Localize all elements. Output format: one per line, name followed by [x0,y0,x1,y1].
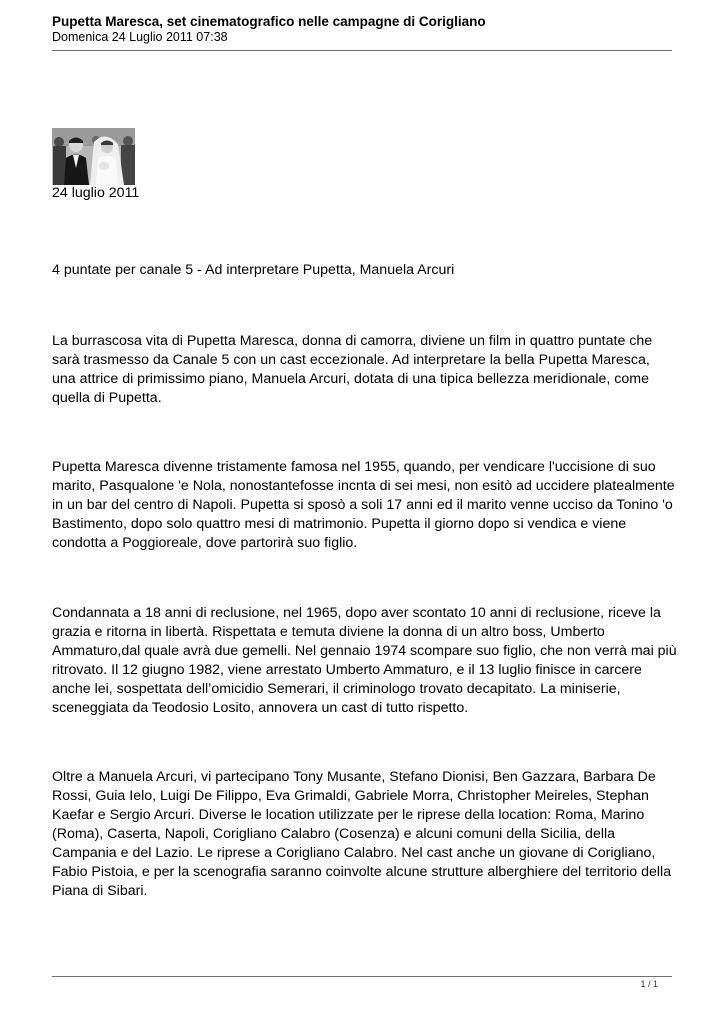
article-paragraph: Oltre a Manuela Arcuri, vi partecipano Tony Musante, Stefano Dionisi, Ben Gazzara, Barbara De Rossi, Guia Ielo, Luigi De Filippo, Eva Grimaldi, Gabriele Morra, Christopher Meireles, Stephan Kaefar e Sergio Arcuri. Diverse le location utilizzate per le riprese della location: Roma, Marino (Roma), Caserta, Napoli, Corigliano Calabro (Cosenza) e alcuni comuni della Sicilia, della Campania e del Lazio. Le riprese a Corigliano Calabro. Nel cast anche un giovane di Corigliano, Fabio Pistoia, e per la scenografia saranno coinvolte alcune strutture alberghiere del territorio della Piana di Sibari. [52,769,672,899]
article-date: 24 luglio 2011 [52,185,140,201]
article-paragraph: Pupetta Maresca divenne tristamente famosa nel 1955, quando, per vendicare l'uccisione di suo marito, Pasqualone 'e Nola, nonostantefosse incnta di sei mesi, non esitò ad uccidere platealmente in un bar del centro di Napoli. Pupetta si sposò a soli 17 anni ed il marito venne ucciso da Tonino 'o Bastimento, dopo solo quattro mesi di matrimonio. Pupetta il giorno dopo si vendica e viene condotta a Poggioreale, dove partorirà suo figlio. [52,459,675,551]
header-divider [52,50,672,51]
document-title: Pupetta Maresca, set cinematografico nelle campagne di Corigliano [52,14,486,29]
article-paragraph: La burrascosa vita di Pupetta Maresca, donna di camorra, diviene un film in quattro puntate che sarà trasmesso da Canale 5 con un cast eccezionale. Ad interpretare la bella Pupetta Maresca, una attrice di primissimo piano, Manuela Arcuri, dotata di una tipica bellezza meridionale, come quella di Pupetta. [52,333,653,406]
article-paragraph: Condannata a 18 anni di reclusione, nel 1965, dopo aver scontato 10 anni di reclusione, riceve la grazia e ritorna in libertà. Rispettata e temuta diviene la donna di un altro boss, Umberto Ammaturo,dal quale avrà due gemelli. Nel gennaio 1974 scompare suo figlio, che non verrà mai più ritrovato. Il 12 giugno 1982, viene arrestato Umberto Ammaturo, e il 13 luglio finisce in carcere anche lei, sospettata dell’omicidio Semerari, il criminologo trovato decapitato. La miniserie, sceneggiata da Teodosio Losito, annovera un cast di tutto rispetto. [52,605,677,716]
article-subtitle: 4 puntate per canale 5 - Ad interpretare Pupetta, Manuela Arcuri [52,262,455,278]
wedding-photo [52,128,135,185]
footer-divider [52,976,672,977]
document-date: Domenica 24 Luglio 2011 07:38 [52,30,228,44]
page-number: 1 / 1 [640,979,658,989]
document-header [52,13,672,45]
